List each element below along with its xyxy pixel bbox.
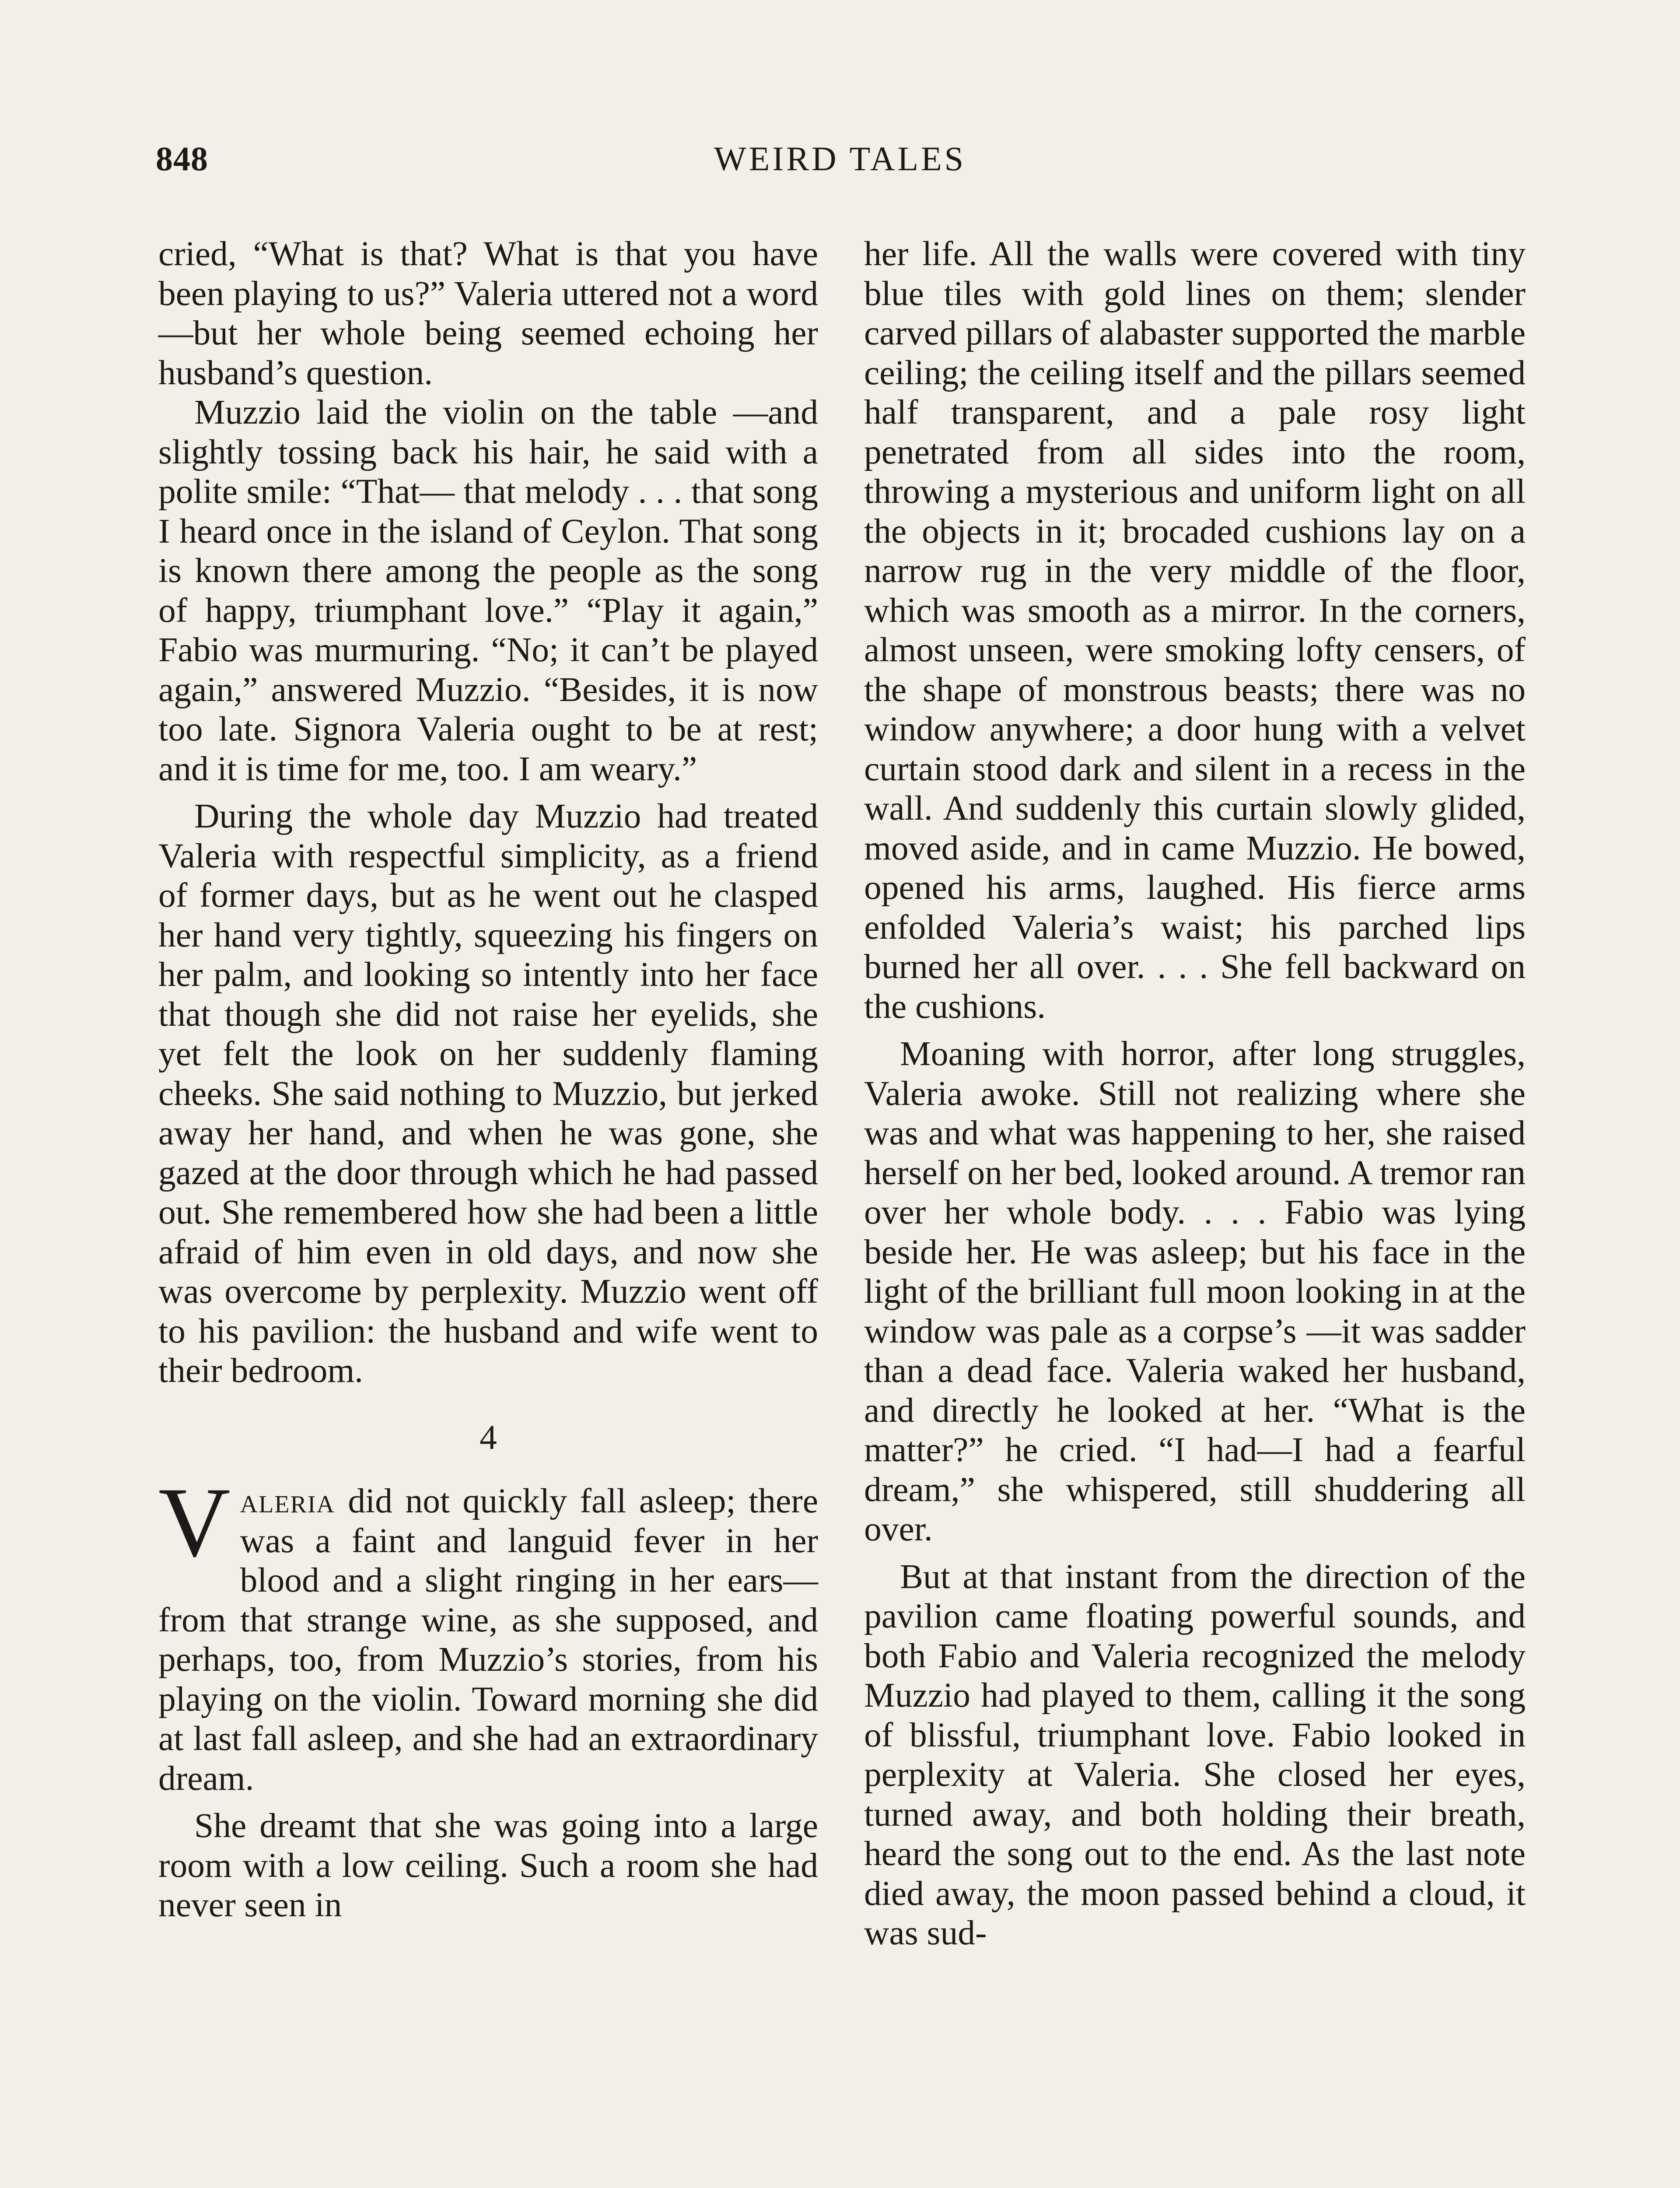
left-paragraph-4: [158, 1467, 818, 1798]
small-caps-lead: aleria: [240, 1482, 335, 1520]
right-paragraph-3: But at that instant from the direction of the pavilion came floating powerful sounds, and both Fabio and Valeria recognized the melody Muzzio had played to them, calling it the song of blissful, triumphant love. Fabio looked in perplexity at Valeria. She closed her eyes, turned away, and both holding their breath, heard the song out to the end. As the last note died away, the moon passed behind a cloud, it was sud-: [864, 1557, 1526, 1952]
left-paragraph-4-text: did not quickly fall asleep; there was a faint and languid fever in her blood and a slight ringing in her ears—from that strange wine, as she supposed, and perhaps, too, from Muzzio’s stories, from his playing on the violin. Toward morning she did at last fall asleep, and she had an extraordinary dream.: [158, 1482, 818, 1798]
left-paragraph-3: During the whole day Muzzio had treated Valeria with respectful simplicity, as a friend of former days, but as he went out he clasped her hand very tightly, squeezing his fingers on her palm, and looking so intently into her face that though she did not raise her eyelids, she yet felt the look on her suddenly flaming cheeks. She said nothing to Muzzio, but jerked away her hand, and when he was gone, she gazed at the door through which he had passed out. She remembered how she had been a little afraid of him even in old days, and now she was overcome by perplexity. Muzzio went off to his pavilion: the husband and wife went to their bedroom.: [158, 797, 818, 1390]
left-paragraph-1: cried, “What is that? What is that you have been playing to us?” Valeria uttered not a word—but her whole being seemed echoing her husband’s question.: [158, 235, 818, 392]
left-paragraph-2: Muzzio laid the violin on the table —and slightly tossing back his hair, he said with a polite smile: “That— that melody . . . that song I heard once in the island of Ceylon. That song is known there among the people as the song of happy, triumphant love.” “Play it again,” Fabio was murmuring. “No; it can’t be played again,” answered Muzzio. “Besides, it is now too late. Signora Valeria ought to be at rest; and it is time for me, too. I am weary.”: [158, 393, 818, 788]
running-head-title: WEIRD TALES: [714, 140, 966, 178]
page-number: 848: [156, 140, 208, 178]
right-paragraph-2: Moaning with horror, after long struggles, Valeria awoke. Still not realizing where she was and what was happening to her, she raised herself on her bed, looked around. A tremor ran over her whole body. . . . Fabio was lying beside her. He was asleep; but his face in the light of the brilliant full moon looking in at the window was pale as a corpse’s —it was sadder than a dead face. Valeria waked her husband, and directly he looked at her. “What is the matter?” he cried. “I had—I had a fearful dream,” she whispered, still shuddering all over.: [864, 1034, 1526, 1548]
right-paragraph-1: her life. All the walls were covered with tiny blue tiles with gold lines on them; slender carved pillars of alabaster supported the marble ceiling; the ceiling itself and the pillars seemed half transparent, and a pale rosy light penetrated from all sides into the room, throwing a mysterious and uniform light on all the objects in it; brocaded cushions lay on a narrow rug in the very middle of the floor, which was smooth as a mirror. In the corners, almost unseen, were smoking lofty censers, of the shape of monstrous beasts; there was no window anywhere; a door hung with a velvet curtain stood dark and silent in a recess in the wall. And suddenly this curtain slowly glided, moved aside, and in came Muzzio. He bowed, opened his arms, laughed. His fierce arms enfolded Valeria’s waist; his parched lips burned her all over. . . . She fell backward on the cushions.: [864, 235, 1526, 1026]
left-paragraph-5: She dreamt that she was going into a large room with a low ceiling. Such a room she had never seen in: [158, 1806, 818, 1924]
left-column: [158, 234, 818, 1925]
section-number: 4: [480, 1418, 497, 1457]
drop-cap-letter: V: [158, 1467, 231, 1578]
right-column: [864, 234, 1526, 1953]
